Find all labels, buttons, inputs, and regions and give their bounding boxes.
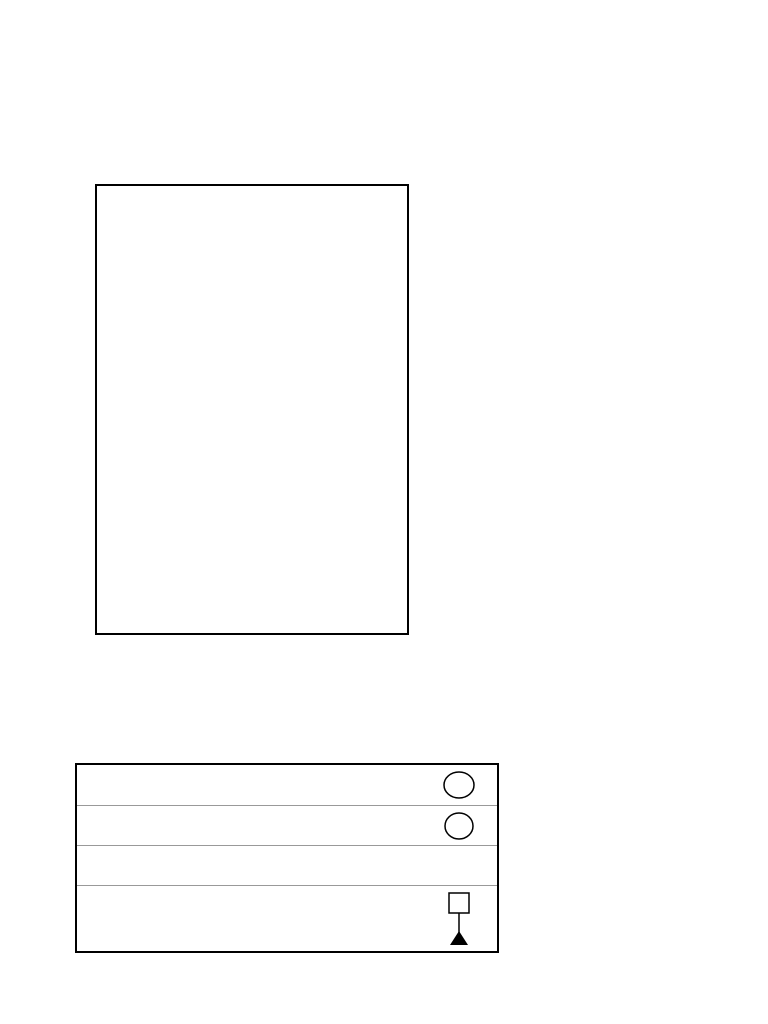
modifier-row-mmc [77, 765, 497, 806]
gdt-symbols-table [95, 184, 409, 635]
modifier-row-reference [77, 846, 497, 886]
circled-m-icon [421, 765, 497, 805]
circled-l-icon [421, 806, 497, 845]
reference-symbol [421, 846, 497, 885]
datum-feature-icon [421, 886, 497, 951]
modifier-row-datum [77, 886, 497, 951]
modifiers-table [75, 763, 499, 953]
modifier-row-lmc [77, 806, 497, 846]
